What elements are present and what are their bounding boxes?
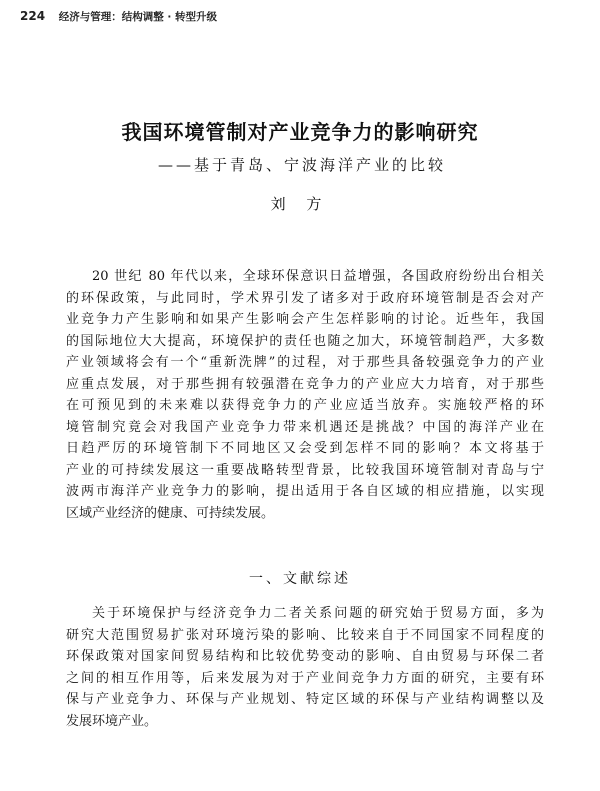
text-line: 20 世纪 80 年代以来，全球环保意识日益增强，各国政府纷纷出台相关 [92,269,544,284]
article-subtitle: ——基于青岛、宁波海洋产业的比较 [158,156,447,174]
text-line: 环保政策对国家间贸易结构和比较优势变动的影响、自由贸易与环保二者 [66,649,544,664]
text-line: 产业领域将会有一个“重新洗牌”的过程，对于那些具备较强竞争力的产业 [66,355,544,370]
text-line: 保与产业竞争力、环保与产业规划、特定区域的环保与产业结构调整以及 [66,692,544,707]
text-line: 境管制究竟会对我国产业竞争力带来机遇还是挑战？中国的海洋产业在 [66,419,544,435]
text-line: 关于环境保护与经济竞争力二者关系问题的研究始于贸易方面，多为 [92,606,544,621]
page-number: 224 [20,9,46,23]
article-title: 我国环境管制对产业竞争力的影响研究 [121,120,479,144]
article-author: 刘 方 [270,195,330,213]
section-heading: 一、文献综述 [249,571,351,587]
text-line: 在可预见到的未来难以获得竞争力的产业应适当放弃。实施较严格的环 [66,398,544,413]
text-line: 波两市海洋产业竞争力的影响，提出适用于各自区域的相应措施，以实现 [66,484,544,499]
text-line: 的国际地位大大提高，环境保护的责任也随之加大，环境管制趋严，大多数 [66,333,544,349]
text-line: 之间的相互作用等，后来发展为对于产业间竞争力方面的研究，主要有环 [66,670,544,686]
journal-name: 经济与管理：结构调整 · 转型升级 [58,11,218,23]
text-line: 产业的可持续发展这一重要战略转型背景，比较我国环境管制对青岛与宁 [66,462,544,478]
text-line: 研究大范围贸易扩张对环境污染的影响、比较来自于不同国家不同程度的 [66,627,544,643]
text-line: 的环保政策，与此同时，学术界引发了诸多对于政府环境管制是否会对产 [66,290,544,306]
running-header [20,9,217,24]
text-line: 业竞争力产生影响和如果产生影响会产生怎样影响的讨论。近些年，我国 [66,312,544,327]
intro-paragraph [66,266,544,524]
text-line: 日趋严厉的环境管制下不同地区又会受到怎样不同的影响？本文将基于 [66,441,544,456]
text-line: 区域产业经济的健康、可持续发展。 [66,505,275,521]
literature-paragraph [66,603,544,732]
text-line: 发展环境产业。 [66,713,158,729]
text-line: 应重点发展，对于那些拥有较强潜在竞争力的产业应大力培育，对于那些 [66,376,544,392]
